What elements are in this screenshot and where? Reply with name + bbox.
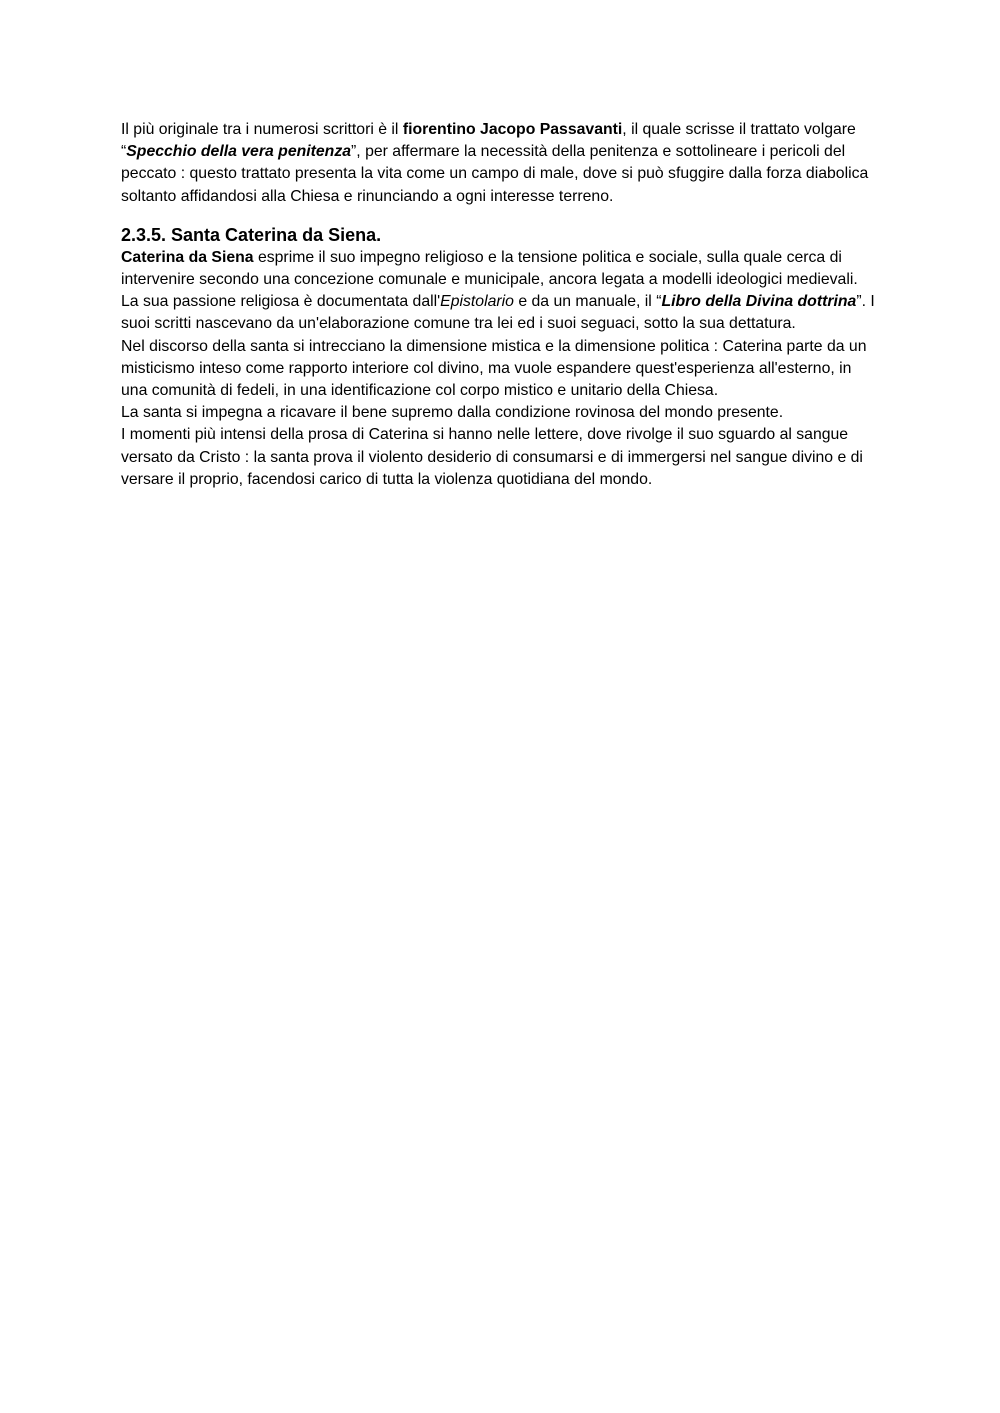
document-page	[121, 119, 881, 491]
work-title-epistolario: Epistolario	[440, 293, 514, 311]
section-heading: 2.3.5. Santa Caterina da Siena.	[121, 224, 382, 245]
section-paragraph-4: La santa si impegna a ricavare il bene supremo dalla condizione rovinosa del mondo presente.	[121, 404, 784, 422]
author-name-caterina: Caterina da Siena	[121, 248, 254, 266]
intro-text-3: ”, per affermare la necessità della penitenza e sottolineare i pericoli del peccato : questo trattato presenta la vita come un campo di male, dove si può sfuggire dalla forza diabolica soltanto affidandosi alla Chiesa e rinunciando a ogni interesse terreno.	[121, 143, 869, 205]
intro-paragraph	[121, 119, 881, 208]
intro-text-1: Il più originale tra i numerosi scrittori è il	[121, 121, 403, 138]
section-paragraph-2-text-1: La sua passione religiosa è documentata dall'	[121, 293, 441, 311]
section-paragraph-5: I momenti più intensi della prosa di Caterina si hanno nelle lettere, dove rivolge il suo sguardo al sangue versato da Cristo : la santa prova il violento desiderio di consumarsi e di immergersi nel sangue divino e di versare il proprio, facendosi carico di tutta la violenza quotidiana del mondo.	[121, 426, 863, 488]
work-title-specchio: Specchio della vera penitenza	[126, 143, 352, 161]
section-paragraph-1	[121, 247, 881, 291]
section-paragraph-1-text: esprime il suo impegno religioso e la tensione politica e sociale, sulla quale cerca di intervenire secondo una concezione comunale e municipale, ancora legata a modelli ideologici medievali.	[121, 248, 858, 289]
section-paragraph-2	[121, 291, 881, 335]
section-paragraph-2-text-3: ”. I suoi scritti nascevano da un'elaborazione comune tra lei ed i suoi seguaci, sotto la sua dettatura.	[121, 293, 875, 333]
section-paragraph-2-text-2: e da un manuale, il “	[513, 293, 662, 311]
author-name-passavanti: fiorentino Jacopo Passavanti	[402, 121, 623, 138]
intro-text-2: , il quale scrisse il trattato volgare “	[121, 121, 856, 161]
work-title-libro-divina-dottrina: Libro della Divina dottrina	[661, 293, 857, 311]
section-paragraph-3: Nel discorso della santa si intrecciano la dimensione mistica e la dimensione politica : Caterina parte da un misticismo inteso come rapporto interiore col divino, ma vuole espandere quest'esperienza all'esterno, in una comunità di fedeli, in una identificazione col corpo mistico e unitario della Chiesa.	[121, 337, 867, 400]
